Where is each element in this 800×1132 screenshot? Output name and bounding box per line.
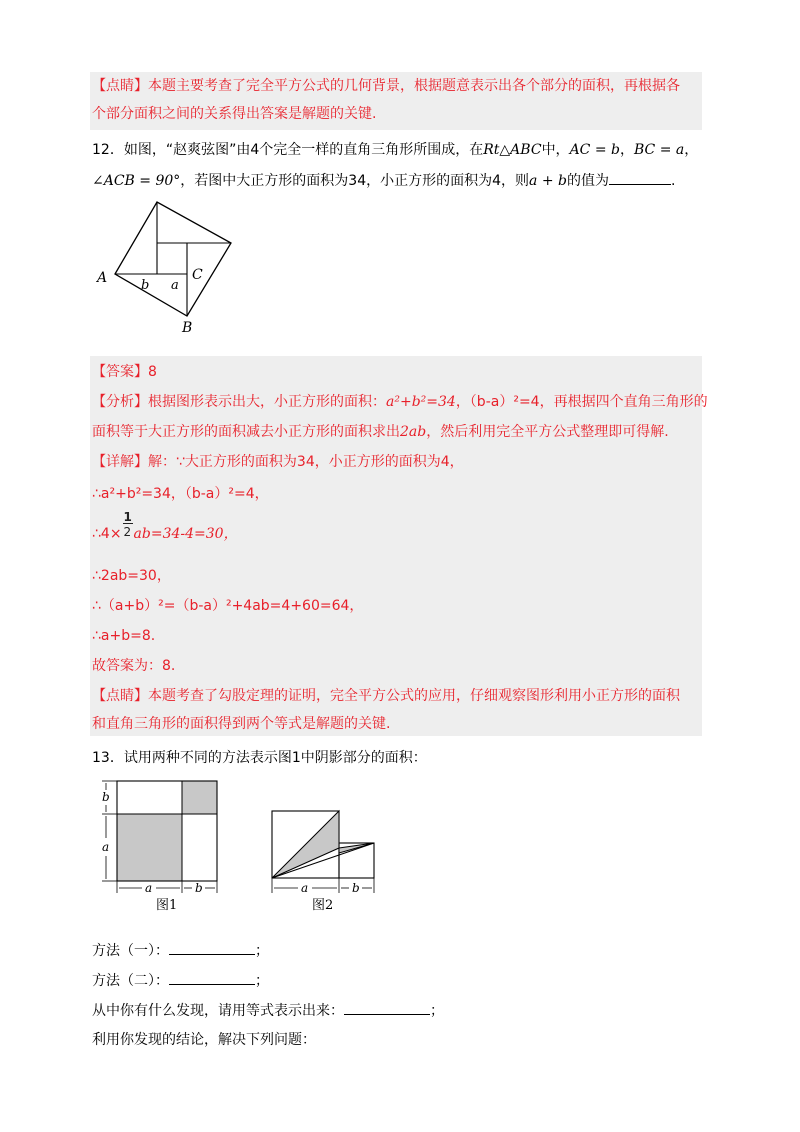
label-a: a	[171, 278, 179, 293]
fig1-label-a-bottom: a	[145, 881, 153, 895]
label-C: C	[192, 267, 203, 283]
dianjing-1-line-1: 【点睛】本题主要考查了完全平方公式的几何背景，根据题意表示出各个部分的面积，再根据各	[92, 78, 680, 94]
analysis-line-2: 面积等于大正方形的面积减去小正方形的面积求出2ab，然后利用完全平方公式整理即可得解.	[92, 424, 669, 440]
dianjing-2-tag: 【点睛】	[92, 688, 148, 704]
detail-step-6: 故答案为：8.	[92, 658, 176, 674]
q13-title: 13．试用两种不同的方法表示图1中阴影部分的面积：	[92, 750, 427, 766]
label-b: b	[141, 278, 150, 293]
fig2-label-a-bottom: a	[301, 881, 309, 895]
q13-use: 利用你发现的结论，解决下列问题：	[92, 1032, 316, 1048]
fig2-label-b-bottom: b	[352, 881, 360, 895]
answer-line	[92, 362, 157, 382]
label-A: A	[97, 270, 108, 286]
dianjing-2-line-1: 【点睛】本题考查了勾股定理的证明，完全平方公式的应用，仔细观察图形利用小正方形的面积	[92, 688, 680, 704]
q13-method-1: 方法（一）： ；	[92, 940, 269, 961]
detail-step-3: ∴2ab=30，	[92, 568, 171, 584]
detail-line-1: 【详解】解：∵大正方形的面积为34，小正方形的面积为4，	[92, 454, 464, 470]
fig1-caption: 图1	[156, 898, 178, 913]
detail-step-1: ∴a²+b²=34，（b-a）²=4，	[92, 486, 269, 502]
q13-find: 从中你有什么发现，请用等式表示出来： ；	[92, 1000, 444, 1021]
fig1-shade-top	[182, 781, 217, 814]
fig1-label-b-bottom: b	[195, 881, 203, 895]
detail-tag: 【详解】	[92, 454, 148, 470]
zhao-shuang-diagram	[95, 195, 240, 335]
answer-value: 8	[148, 364, 157, 380]
dianjing-1-line-2: 个部分面积之间的关系得出答案是解题的关键.	[92, 106, 377, 122]
analysis-tag: 【分析】	[92, 394, 148, 410]
fig1-shade-big	[117, 814, 182, 881]
dianjing-1-tag: 【点睛】	[92, 78, 148, 94]
analysis-line-1: 【分析】根据图形表示出大，小正方形的面积：a²+b²=34，（b-a）²=4，再根据四个直角三角形的	[92, 394, 708, 410]
q12-answer-blank[interactable]	[609, 170, 671, 185]
big-square	[115, 202, 231, 316]
method-1-blank[interactable]	[169, 940, 255, 955]
solution-band	[90, 356, 702, 736]
detail-step-2: ∴4× $\frac{1}{2}$ ab=34-4=30，	[92, 510, 238, 542]
detail-step-5: ∴a+b=8.	[92, 628, 156, 644]
fig1-label-b-left: b	[102, 790, 110, 804]
q12-line-2: ∠ACB = 90°，若图中大正方形的面积为34，小正方形的面积为4，则a + b的值为 .	[92, 170, 675, 191]
fig1-label-a-left: a	[102, 840, 110, 854]
q12-line-1: 12．如图，“赵爽弦图”由4个完全一样的直角三角形所围成，在Rt△ABC中，AC = b，BC = a，	[92, 142, 699, 158]
method-2-blank[interactable]	[169, 970, 255, 985]
fig2-shaded-triangle	[272, 811, 339, 878]
find-blank[interactable]	[344, 1000, 430, 1015]
detail-step-4: ∴（a+b）²=（b-a）²+4ab=4+60=64，	[92, 598, 364, 614]
fig2-caption: 图2	[312, 898, 334, 913]
q13-figures	[92, 776, 392, 916]
fraction-half: $\frac{1}{2}$	[123, 510, 132, 539]
label-B: B	[182, 320, 193, 335]
q13-method-2: 方法（二）： ；	[92, 970, 269, 991]
dianjing-2-line-2: 和直角三角形的面积得到两个等式是解题的关键.	[92, 716, 391, 732]
answer-tag: 【答案】	[92, 364, 148, 380]
